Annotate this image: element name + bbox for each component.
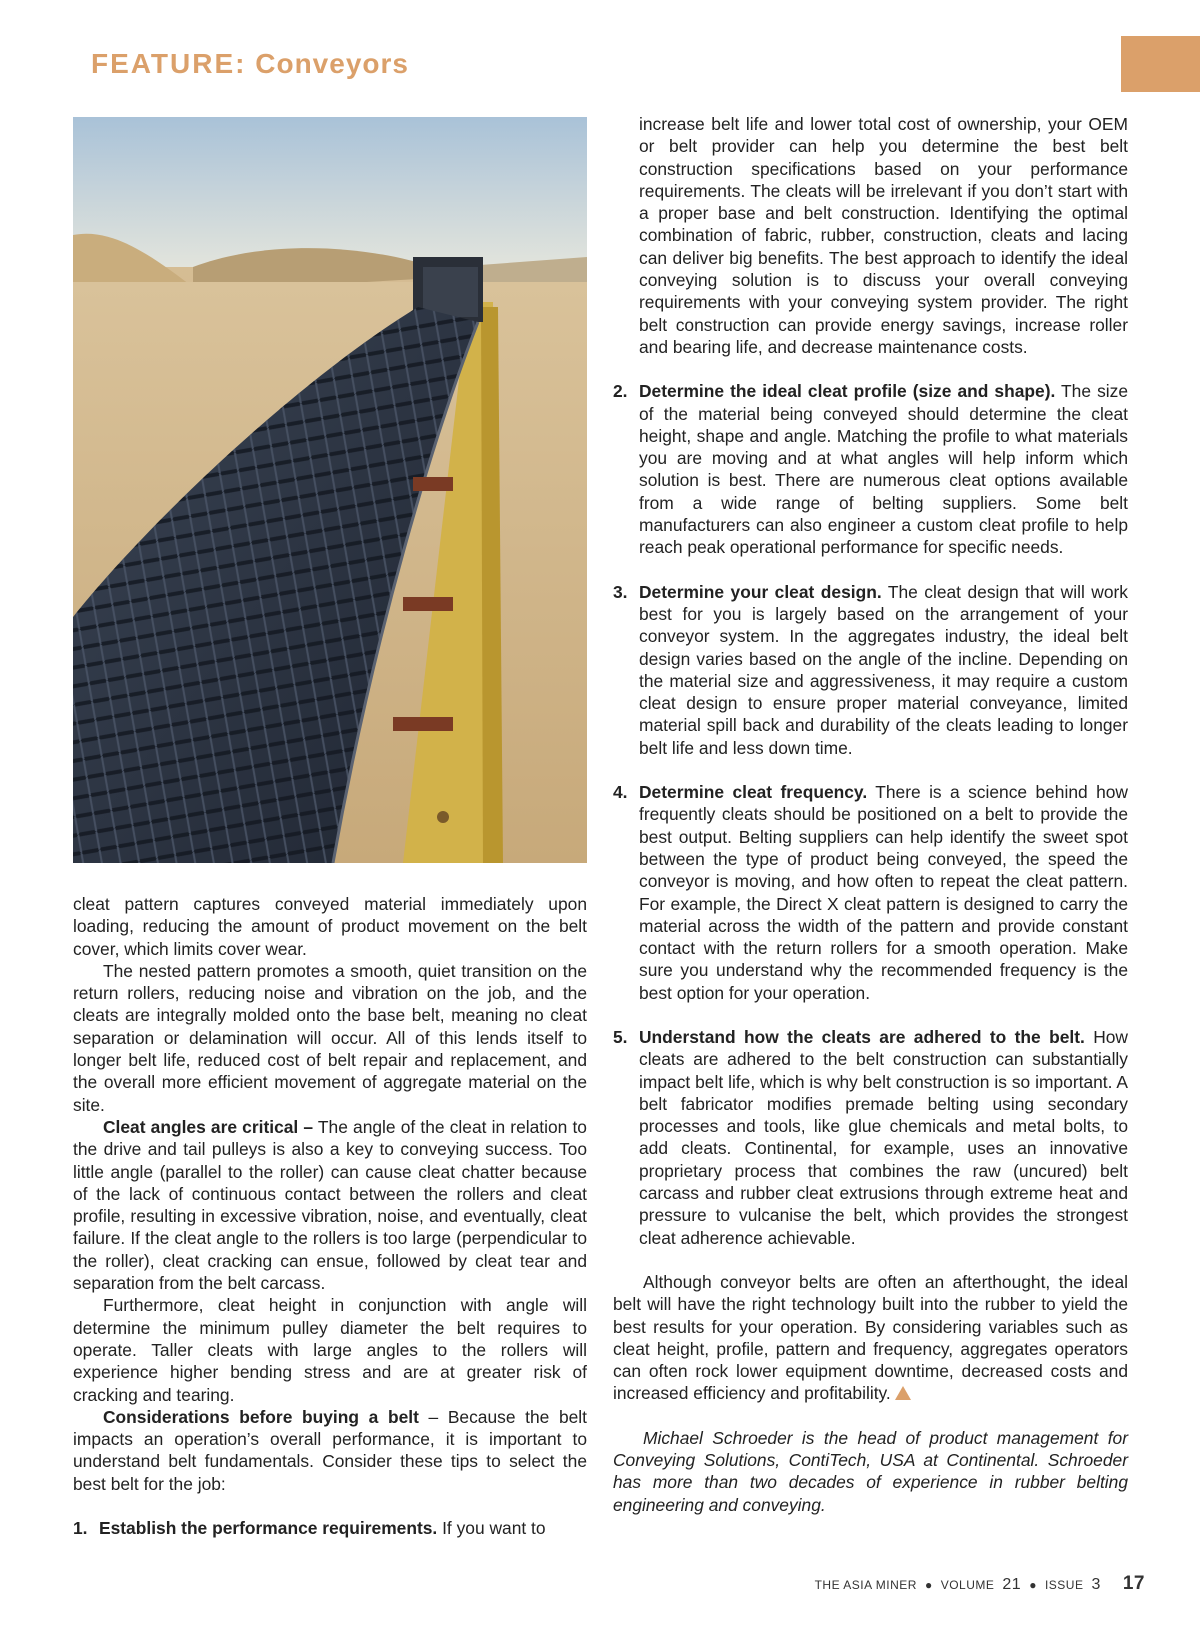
conveyor-photo	[73, 117, 587, 863]
conclusion-paragraph	[613, 1271, 1128, 1405]
left-paragraph-5	[73, 1406, 587, 1495]
left-paragraph-1: cleat pattern captures conveyed material immediately upon loading, reducing the amount of product movement on the belt cover, which limits cover wear.	[73, 894, 587, 959]
cleat-angles-text: The angle of the cleat in relation to the drive and tail pulleys is also a key to conveying success. Too little angle (parallel to the roller) can cause cleat chatter because of the lack of continuous contact between the rollers and cleat profile, resulting in excessive vibration, noise, and eventually, cleat failure. If the cleat angle to the rollers is too large (perpendicular to the roller), cleat cracking can ensue, followed by cleat tear and separation from the belt carcass.	[73, 1116, 587, 1294]
list-item-text: How cleats are adhered to the belt construction can substantially impact belt life, which is why belt construction is so important. A belt fabricator modifies premade belting using secondary processes and tools, like glue chemicals and metal bolts, to add cleats. Continental, for example, uses an innovative proprietary process that combines the raw (uncured) belt carcass and rubber cleat extrusions through extreme heat and pressure to vulcanise the belt, which provides the strongest cleat adherence achievable.	[639, 1026, 1128, 1248]
page-footer	[815, 1573, 1145, 1595]
list-item-heading: Determine cleat frequency.	[639, 782, 868, 803]
header-label: FEATURE:	[91, 48, 247, 79]
list-number: 2.	[613, 381, 628, 402]
list-item-4	[613, 781, 1128, 1004]
volume-label: VOLUME	[940, 1578, 995, 1592]
list-item-text: The size of the material being conveyed should determine the cleat height, shape and angle. Matching the profile to what materials you are moving and at what angles will help inform which solution is best. There are numerous cleat options available from a wide range of belting suppliers. Some belt manufacturers can also engineer a custom cleat profile to help reach peak operational performance for specific needs.	[639, 381, 1128, 558]
list-item-5	[613, 1026, 1128, 1249]
page-number: 17	[1122, 1573, 1145, 1594]
issue-label: ISSUE	[1044, 1578, 1084, 1592]
list-item-text: The cleat design that will work best for you is largely based on the arrangement of your conveyor system. In the aggregates industry, the ideal belt design varies based on the angle of the incline. Depending on the material size and aggressiveness, it may require a custom cleat design to ensure proper material conveyance, limited material spill back and durability of the cleats leading to longer belt life and less down time.	[639, 581, 1129, 758]
list-number: 1.	[73, 1518, 88, 1539]
list-item-heading: Establish the performance requirements.	[99, 1518, 438, 1539]
list-item-text: If you want to	[437, 1518, 546, 1539]
section-header	[91, 48, 409, 80]
left-paragraph-4: Furthermore, cleat height in conjunction with angle will determine the minimum pulley diameter the belt requires to operate. Taller cleats with large angles to the rollers will experience higher bending stress and are at greater risk of cracking and tearing.	[73, 1295, 587, 1405]
author-bio: Michael Schroeder is the head of product management for Conveying Solutions, ContiTech, USA at Continental. Schroeder has more than two decades of experience in rubber belting engineering and conveying.	[613, 1427, 1128, 1515]
list-item-3	[613, 581, 1128, 759]
volume-number: 21	[1002, 1576, 1022, 1593]
list-number: 4.	[613, 782, 628, 803]
list-item-1-continued: increase belt life and lower total cost of ownership, your OEM or belt provider can help you determine the best belt construction specifications based on your performance requirements. The cleats will be irrelevant if you don’t start with a proper base and belt construction. Identifying the optimal combination of fabric, rubber, construction, cleats and lacing can deliver big benefits. The best approach to identify the ideal conveying solution is to discuss your overall conveying requirements with your conveying system provider. The right belt construction can provide energy savings, increase roller and bearing life, and decrease maintenance costs.	[639, 114, 1128, 357]
list-item-2	[613, 380, 1128, 558]
list-item-1	[73, 1517, 587, 1539]
corner-tab	[1121, 36, 1200, 92]
conveyor-photo-illustration	[73, 117, 587, 863]
list-item-heading: Understand how the cleats are adhered to the belt.	[639, 1026, 1085, 1047]
list-item-text: There is a science behind how frequently cleats should be positioned on a belt to provide the best output. Belting suppliers can help identify the sweet spot between the type of product being conveyed, the speed the conveyor is moving, and how often to repeat the cleat pattern. For example, the Direct X cleat pattern is designed to carry the material across the width of the pattern and provide constant contact with the return rollers for a smooth operation. Make sure you understand why the recommended frequency is the best option for your operation.	[639, 782, 1128, 1003]
bullet-separator-icon: ●	[1029, 1578, 1037, 1592]
left-paragraph-2: The nested pattern promotes a smooth, quiet transition on the return rollers, reducing noise and vibration on the job, and the cleats are integrally molded onto the base belt, meaning no cleat separation or delamination will occur. All of this lends itself to longer belt life, reduced cost of belt repair and replacement, and the overall more efficient movement of aggregate material on the site.	[73, 960, 587, 1115]
issue-number: 3	[1091, 1576, 1101, 1593]
list-number: 5.	[613, 1026, 628, 1047]
end-of-article-icon	[895, 1386, 911, 1400]
conclusion-text: Although conveyor belts are often an afterthought, the ideal belt will have the right technology built into the rubber to yield the best results for your operation. By considering variables such as cleat height, profile, pattern and frequency, aggregates operators can often rock lower equipment downtime, decreased costs and increased efficiency and profitability.	[613, 1271, 1128, 1404]
publication-name: THE ASIA MINER	[814, 1578, 917, 1592]
considerations-heading: Considerations before buying a belt	[103, 1406, 419, 1427]
list-item-heading: Determine the ideal cleat profile (size and shape).	[639, 381, 1056, 402]
list-number: 3.	[613, 581, 628, 602]
left-paragraph-3	[73, 1116, 587, 1294]
considerations-text: – Because the belt impacts an operation’s overall performance, it is important to understand belt fundamentals. Consider these tips to select the best belt for the job:	[73, 1406, 587, 1494]
header-topic: Conveyors	[255, 48, 409, 79]
bullet-separator-icon: ●	[924, 1578, 933, 1592]
list-item-heading: Determine your cleat design.	[639, 581, 882, 602]
cleat-angles-heading: Cleat angles are critical –	[103, 1116, 314, 1137]
left-column	[73, 893, 587, 1539]
right-column	[613, 113, 1128, 1516]
